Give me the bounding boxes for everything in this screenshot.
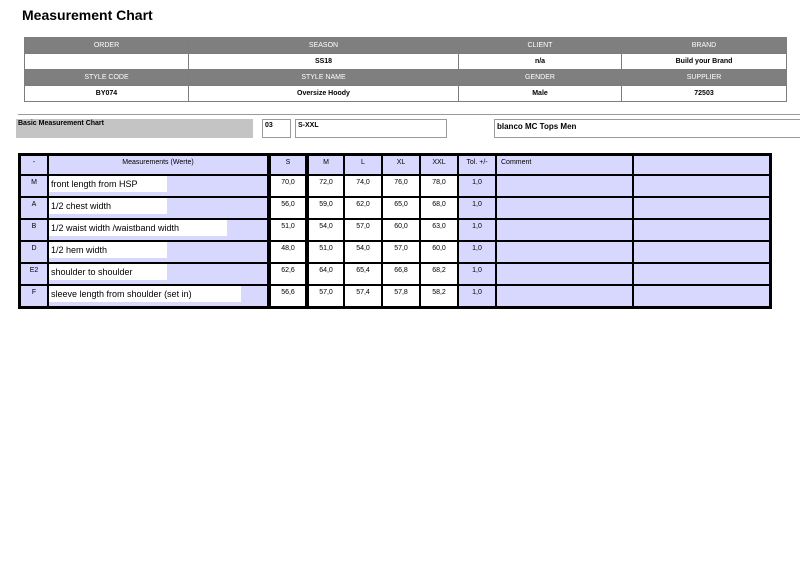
row-value-l: 74,0 (344, 175, 382, 197)
supplier-value: 72503 (622, 86, 787, 102)
row-value-xl: 57,8 (382, 285, 420, 307)
row-code: D (20, 241, 48, 263)
season-value: SS18 (189, 54, 459, 70)
row-value-xxl: 68,2 (420, 263, 458, 285)
row-extra (633, 219, 770, 241)
row-value-xxl: 68,0 (420, 197, 458, 219)
row-value-s: 62,6 (268, 263, 306, 285)
row-value-l: 57,0 (344, 219, 382, 241)
row-value-l: 57,4 (344, 285, 382, 307)
client-value: n/a (459, 54, 622, 70)
extra-header (633, 155, 770, 175)
row-measurement-cell (48, 197, 268, 219)
client-label: CLIENT (459, 38, 622, 54)
table-row (20, 197, 770, 219)
row-comment (496, 263, 633, 285)
size-header-m: M (306, 155, 344, 175)
season-label: SEASON (189, 38, 459, 54)
table-row (20, 219, 770, 241)
row-code: B (20, 219, 48, 241)
table-row (20, 263, 770, 285)
row-measurement-cell (48, 285, 268, 307)
divider (18, 114, 800, 115)
row-value-l: 65,4 (344, 263, 382, 285)
style-name-label: STYLE NAME (189, 70, 459, 86)
row-code: F (20, 285, 48, 307)
table-row (20, 241, 770, 263)
row-code: M (20, 175, 48, 197)
row-value-m: 51,0 (306, 241, 344, 263)
row-value-xxl: 58,2 (420, 285, 458, 307)
row-value-s: 56,6 (268, 285, 306, 307)
row-value-m: 64,0 (306, 263, 344, 285)
row-value-xxl: 78,0 (420, 175, 458, 197)
row-comment (496, 285, 633, 307)
comment-header: Comment (496, 155, 633, 175)
size-code-field: 03 (262, 119, 291, 138)
row-tolerance: 1,0 (458, 175, 496, 197)
product-line-field: blanco MC Tops Men (494, 119, 800, 138)
style-name-value: Oversize Hoody (189, 86, 459, 102)
row-comment (496, 219, 633, 241)
supplier-label: SUPPLIER (622, 70, 787, 86)
row-tolerance: 1,0 (458, 285, 496, 307)
size-header-xl: XL (382, 155, 420, 175)
row-value-xxl: 63,0 (420, 219, 458, 241)
row-measurement-name: 1/2 waist width /waistband width (49, 220, 227, 236)
row-extra (633, 175, 770, 197)
style-code-label: STYLE CODE (25, 70, 189, 86)
row-value-m: 57,0 (306, 285, 344, 307)
row-value-s: 70,0 (268, 175, 306, 197)
brand-value: Build your Brand (622, 54, 787, 70)
size-header-s: S (268, 155, 306, 175)
row-comment (496, 241, 633, 263)
measurement-header: Measurements (Werte) (48, 155, 268, 175)
gender-value: Male (459, 86, 622, 102)
row-value-xl: 65,0 (382, 197, 420, 219)
row-measurement-name: 1/2 hem width (49, 242, 167, 258)
gender-label: GENDER (459, 70, 622, 86)
row-measurement-cell (48, 219, 268, 241)
row-extra (633, 285, 770, 307)
style-code-value: BY074 (25, 86, 189, 102)
row-measurement-name: front length from HSP (49, 176, 167, 192)
row-value-m: 59,0 (306, 197, 344, 219)
row-code: E2 (20, 263, 48, 285)
row-value-s: 51,0 (268, 219, 306, 241)
row-measurement-name: shoulder to shoulder (49, 264, 167, 280)
row-comment (496, 197, 633, 219)
row-measurement-cell (48, 175, 268, 197)
row-measurement-cell (48, 241, 268, 263)
code-header: - (20, 155, 48, 175)
size-range-field: S-XXL (295, 119, 447, 138)
row-tolerance: 1,0 (458, 263, 496, 285)
tolerance-header: Tol. +/- (458, 155, 496, 175)
measurement-table (18, 153, 772, 309)
row-value-m: 72,0 (306, 175, 344, 197)
row-value-m: 54,0 (306, 219, 344, 241)
row-value-xl: 57,0 (382, 241, 420, 263)
size-header-l: L (344, 155, 382, 175)
size-header-xxl: XXL (420, 155, 458, 175)
row-value-xl: 60,0 (382, 219, 420, 241)
page-title: Measurement Chart (22, 7, 153, 23)
row-value-xxl: 60,0 (420, 241, 458, 263)
row-extra (633, 241, 770, 263)
style-info-table (24, 37, 787, 102)
row-value-xl: 76,0 (382, 175, 420, 197)
table-row (20, 175, 770, 197)
table-row (20, 285, 770, 307)
row-value-l: 54,0 (344, 241, 382, 263)
row-measurement-name: sleeve length from shoulder (set in) (49, 286, 241, 302)
row-tolerance: 1,0 (458, 197, 496, 219)
order-value (25, 54, 189, 70)
table-header-row (20, 155, 770, 175)
row-code: A (20, 197, 48, 219)
basic-chart-label: Basic Measurement Chart (16, 119, 253, 138)
row-measurement-name: 1/2 chest width (49, 198, 167, 214)
row-value-xl: 66,8 (382, 263, 420, 285)
row-extra (633, 263, 770, 285)
row-extra (633, 197, 770, 219)
row-tolerance: 1,0 (458, 241, 496, 263)
row-value-s: 48,0 (268, 241, 306, 263)
row-tolerance: 1,0 (458, 219, 496, 241)
order-label: ORDER (25, 38, 189, 54)
row-value-s: 56,0 (268, 197, 306, 219)
row-comment (496, 175, 633, 197)
row-value-l: 62,0 (344, 197, 382, 219)
brand-label: BRAND (622, 38, 787, 54)
row-measurement-cell (48, 263, 268, 285)
